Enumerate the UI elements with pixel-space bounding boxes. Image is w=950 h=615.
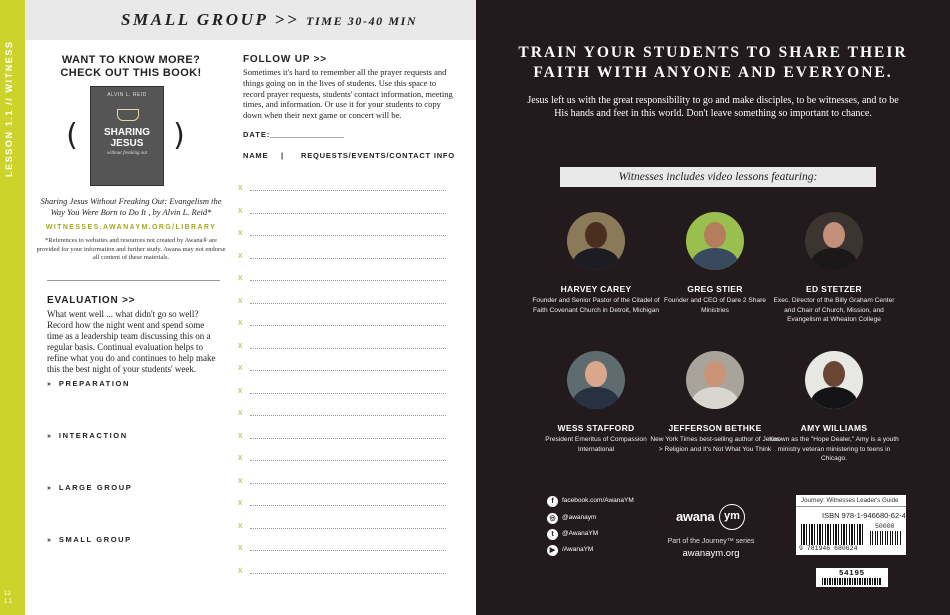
book-cover-image (90, 86, 164, 186)
follow-up-log-row[interactable] (238, 476, 446, 486)
speaker-name: WESS STAFFORD (557, 423, 635, 433)
stock-barcode (822, 578, 882, 585)
dotted-write-line[interactable] (250, 438, 446, 439)
follow-up-log-row[interactable] (238, 363, 446, 373)
page-title-main: SMALL GROUP >> (121, 10, 300, 29)
barcode-book-title: Journey: Witnesses Leader's Guide (801, 497, 899, 504)
x-mark-icon: x (238, 227, 243, 237)
coffee-mugs-icon (117, 109, 139, 121)
speaker-photo (805, 212, 863, 270)
page-number-value: 12 (4, 591, 11, 597)
dotted-write-line[interactable] (250, 573, 446, 574)
awana-logo-mark: ym (719, 504, 745, 530)
follow-up-log-row[interactable] (238, 251, 446, 261)
evaluation-item (47, 431, 128, 440)
facebook-icon: f (547, 496, 558, 507)
x-mark-icon: x (238, 542, 243, 552)
chevron-right-icon: » (47, 537, 51, 544)
chevron-right-icon: » (47, 433, 51, 440)
dotted-write-line[interactable] (250, 393, 446, 394)
social-twitter-text: @AwanaYM (562, 530, 599, 537)
chevron-right-icon: » (47, 485, 51, 492)
x-mark-icon: x (238, 362, 243, 372)
page-title (121, 10, 417, 30)
speaker-description: New York Times best-selling author of Jesus > Religion and It's Not What You Think (650, 436, 780, 453)
book-promo (36, 54, 226, 261)
evaluation-item-label: SMALL GROUP (58, 535, 132, 544)
dotted-write-line[interactable] (250, 190, 446, 191)
speaker-name: JEFFERSON BETHKE (668, 423, 762, 433)
x-mark-icon: x (238, 272, 243, 282)
speaker-photo (567, 212, 625, 270)
dotted-write-line[interactable] (250, 348, 446, 349)
barcode-digits: 9 781946 680624 (799, 545, 858, 552)
social-instagram[interactable] (547, 513, 687, 525)
follow-up-log-row[interactable] (238, 566, 446, 576)
spine-band (0, 0, 25, 615)
youtube-icon: ▶ (547, 545, 558, 556)
book-cover-subtitle: without freaking out (106, 151, 148, 156)
x-mark-icon: x (238, 474, 243, 485)
evaluation-item (47, 379, 130, 388)
x-mark-icon: x (238, 564, 243, 575)
series-note: Part of the Journey™ series (667, 538, 755, 545)
book-cover-author: ALVIN L. REID (107, 92, 147, 98)
dotted-write-line[interactable] (250, 370, 446, 371)
speaker-card (650, 212, 780, 315)
follow-up-log-row[interactable] (238, 408, 446, 418)
speaker-photo (567, 351, 625, 409)
spine-label: LESSON 1.1 // WITNESS (4, 40, 14, 177)
book-cover-title (91, 127, 163, 149)
section-divider (47, 280, 220, 281)
follow-up-log-row[interactable] (238, 183, 446, 193)
book-cover-title-line2: JESUS (110, 138, 144, 149)
promo-headline-line2: FAITH WITH ANYONE AND EVERYONE. (533, 64, 893, 81)
header-bar (25, 0, 476, 40)
x-mark-icon: x (238, 204, 243, 215)
curved-arrow-left-icon: ( (66, 118, 78, 153)
stock-label (816, 568, 888, 587)
follow-up-log-row[interactable] (238, 431, 446, 441)
promo-headline-line1: TRAIN YOUR STUDENTS TO SHARE THEIR (518, 44, 908, 61)
dotted-write-line[interactable] (250, 303, 446, 304)
video-lessons-banner: Witnesses includes video lessons featuring: (560, 167, 876, 187)
evaluation-item (47, 483, 132, 492)
speaker-card (531, 212, 661, 315)
follow-up-log-row[interactable] (238, 206, 446, 216)
dotted-write-line[interactable] (250, 325, 446, 326)
barcode-label (796, 495, 906, 555)
book-heading-line2: CHECK OUT THIS BOOK! (60, 67, 202, 79)
social-facebook[interactable] (547, 496, 687, 508)
column-requests: REQUESTS/EVENTS/CONTACT INFO (301, 151, 455, 160)
social-instagram-text: @awanaym (562, 514, 597, 521)
curved-arrow-right-icon: ) (173, 118, 185, 153)
speaker-photo (686, 212, 744, 270)
x-mark-icon: x (238, 339, 243, 350)
dotted-write-line[interactable] (250, 280, 446, 281)
dotted-write-line[interactable] (250, 258, 446, 259)
promo-headline (476, 43, 950, 83)
speaker-photo (686, 351, 744, 409)
speaker-description: Known as the "Hope Dealer," Amy is a youth ministry veteran ministering to teens in Chicago. (769, 436, 899, 462)
book-cover-title-line1: SHARING (103, 127, 151, 138)
dotted-write-line[interactable] (250, 213, 446, 214)
follow-up-log-row[interactable] (238, 386, 446, 396)
twitter-icon: t (547, 529, 558, 540)
x-mark-icon: x (238, 384, 243, 395)
follow-up-log-row[interactable] (238, 498, 446, 508)
speaker-card (531, 351, 661, 454)
dotted-write-line[interactable] (250, 235, 446, 236)
column-separator: | (281, 151, 284, 160)
speaker-name: AMY WILLIAMS (800, 423, 868, 433)
book-disclaimer: *References to websites and resources not created by Awana® are provided for your information and further study. Awana may not endorse all content of these materials. (36, 237, 226, 261)
follow-up-text: Sometimes it's hard to remember all the prayer requests and things going on in the lives of students. Use this space to record prayer requests, students' contact information, meeting times, and information. Or use it for your students to copy down when their next game or concert will be. (243, 67, 453, 121)
x-mark-icon: x (238, 249, 243, 260)
speaker-description: President Emeritus of Compassion International (545, 436, 647, 453)
x-mark-icon: x (238, 497, 243, 507)
evaluation-item-label: PREPARATION (58, 379, 130, 388)
social-youtube-text: /AwanaYM (562, 546, 594, 553)
promo-body: Jesus left us with the great responsibility to go and make disciples, to be witnesses, and to be His hands and feet in this world. Don't leave something so important to chance. (527, 95, 899, 119)
evaluation-title: EVALUATION >> (47, 295, 136, 306)
x-mark-icon: x (238, 317, 243, 327)
dotted-write-line[interactable] (250, 460, 446, 461)
speaker-description: Exec. Director of the Billy Graham Center and Chair of Church, Mission, and Evangelism at Wheaton College (773, 297, 895, 323)
page-number-sub: 1.1 (4, 599, 13, 605)
instagram-icon: ◎ (547, 513, 558, 524)
awana-logo-word: awana (676, 509, 715, 524)
follow-up-log-row[interactable] (238, 453, 446, 463)
x-mark-icon: x (238, 429, 243, 440)
follow-up-log-row[interactable] (238, 543, 446, 553)
dotted-write-line[interactable] (250, 483, 446, 484)
column-name: NAME (243, 151, 269, 160)
speaker-name: ED STETZER (806, 284, 862, 294)
dotted-write-line[interactable] (250, 528, 446, 529)
speaker-card (769, 212, 899, 325)
speaker-name: GREG STIER (687, 284, 743, 294)
barcode-rule (796, 506, 906, 507)
follow-up-log-row[interactable] (238, 296, 446, 306)
follow-up-title: FOLLOW UP >> (243, 54, 327, 65)
follow-up-log-row[interactable] (238, 318, 446, 328)
speaker-card (650, 351, 780, 454)
x-mark-icon: x (238, 294, 243, 305)
stock-number: 54195 (839, 568, 865, 577)
x-mark-icon: x (238, 407, 243, 417)
date-label: DATE: (243, 130, 271, 139)
dotted-write-line[interactable] (250, 550, 446, 551)
price-barcode (870, 531, 901, 545)
evaluation-item (47, 535, 132, 544)
chevron-right-icon: » (47, 381, 51, 388)
follow-up-log-row[interactable] (238, 341, 446, 351)
speaker-description: Founder and Senior Pastor of the Citadel of Faith Covenant Church in Detroit, Michigan (532, 297, 660, 314)
evaluation-text: What went well ... what didn't go so well? Record how the night went and spend some time as a leadership team discussing this on a regular basis. Continual evaluation helps to refine what you do and continues to help make this the best night of your students' week. (47, 309, 216, 374)
follow-up-log-row[interactable] (238, 521, 446, 531)
book-caption: Sharing Jesus Without Freaking Out: Evangelism the Way You Were Born to Do It , by Alvin L. Reid* (40, 196, 222, 217)
speaker-description: Founder and CEO of Dare 2 Share Ministries (664, 297, 766, 314)
x-mark-icon: x (238, 519, 243, 530)
dotted-write-line[interactable] (250, 415, 446, 416)
social-facebook-text: facebook.com/AwanaYM (562, 497, 634, 504)
isbn-number: ISBN 978-1-946680-62-4 (822, 511, 906, 520)
page-title-time: TIME 30-40 MIN (306, 14, 418, 28)
awana-ym-logo (676, 502, 748, 530)
page-number (4, 590, 12, 606)
speaker-name: HARVEY CAREY (560, 284, 632, 294)
follow-up-log-row[interactable] (238, 228, 446, 238)
date-field[interactable] (270, 137, 344, 138)
dotted-write-line[interactable] (250, 505, 446, 506)
website-link[interactable]: awanaym.org (682, 548, 740, 559)
price-code: 50000 (875, 523, 895, 530)
speaker-card (769, 351, 899, 464)
library-link[interactable]: WITNESSES.AWANAYM.ORG/LIBRARY (45, 224, 217, 231)
evaluation-section (47, 295, 222, 375)
x-mark-icon: x (238, 452, 243, 462)
isbn-barcode (801, 524, 865, 545)
x-mark-icon: x (238, 182, 243, 192)
book-heading (36, 54, 226, 80)
evaluation-item-label: INTERACTION (58, 431, 128, 440)
book-heading-line1: WANT TO KNOW MORE? (61, 54, 201, 66)
follow-up-log-row[interactable] (238, 273, 446, 283)
speaker-photo (805, 351, 863, 409)
evaluation-item-label: LARGE GROUP (58, 483, 133, 492)
follow-up-section (243, 54, 453, 121)
